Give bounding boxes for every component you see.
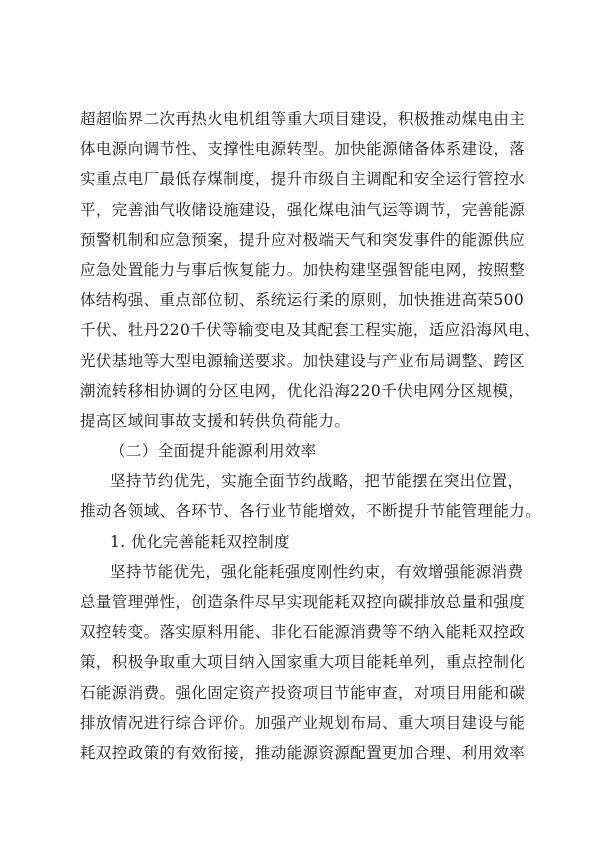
- text-line: 石能源消费。强化固定资产投资项目节能审查，对项目用能和碳: [80, 683, 526, 702]
- text-line: 平，完善油气收储设施建设，强化煤电油气运等调节，完善能源: [80, 200, 526, 219]
- text-line: 实重点电厂最低存煤制度，提升市级自主调配和安全运行管控水: [80, 170, 526, 189]
- text-line: 光伏基地等大型电源输送要求。加快建设与产业布局调整、跨区: [80, 351, 526, 370]
- text-line: 超超临界二次再热火电机组等重大项目建设，积极推动煤电由主: [80, 110, 526, 128]
- text-line: 耗双控政策的有效衔接，推动能源资源配置更加合理、利用效率: [80, 743, 526, 762]
- text-line: 预警机制和应急预案，提升应对极端天气和突发事件的能源供应: [80, 230, 526, 249]
- text-line: 策，积极争取重大项目纳入国家重大项目能耗单列，重点控制化: [80, 653, 526, 672]
- text-line: 应急处置能力与事后恢复能力。加快构建坚强智能电网，按照整: [80, 260, 526, 279]
- text-line: 推动各领域、各环节、各行业节能增效，不断提升节能管理能力。: [80, 502, 542, 521]
- body-text: [80, 104, 542, 768]
- text-line: 排放情况进行综合评价。加强产业规划布局、重大项目建设与能: [80, 713, 526, 732]
- subsection-heading: 1. 优化完善能耗双控制度: [110, 532, 290, 551]
- section-heading: （二）全面提升能源利用效率: [110, 442, 317, 461]
- text-line: 体结构强、重点部位韧、系统运行柔的原则，加快推进高荣500: [80, 291, 525, 310]
- text-line: 体电源向调节性、支撑性电源转型。加快能源储备体系建设，落: [80, 140, 526, 159]
- text-line: 千伏、牡丹220千伏等输变电及其配套工程实施，适应沿海风电、: [80, 321, 541, 340]
- text-line: 总量管理弹性，创造条件尽早实现能耗双控向碳排放总量和强度: [80, 593, 526, 611]
- text-line: 潮流转移相协调的分区电网，优化沿海220千伏电网分区规模，: [80, 381, 525, 400]
- text-line: 坚持节约优先，实施全面节约战略，把节能摆在突出位置，: [110, 472, 524, 491]
- text-line: 双控转变。落实原料用能、非化石能源消费等不纳入能耗双控政: [80, 623, 526, 642]
- text-line: 坚持节能优先，强化能耗强度刚性约束，有效增强能源消费: [110, 562, 524, 581]
- text-line: 提高区域间事故支援和转供负荷能力。: [80, 411, 351, 430]
